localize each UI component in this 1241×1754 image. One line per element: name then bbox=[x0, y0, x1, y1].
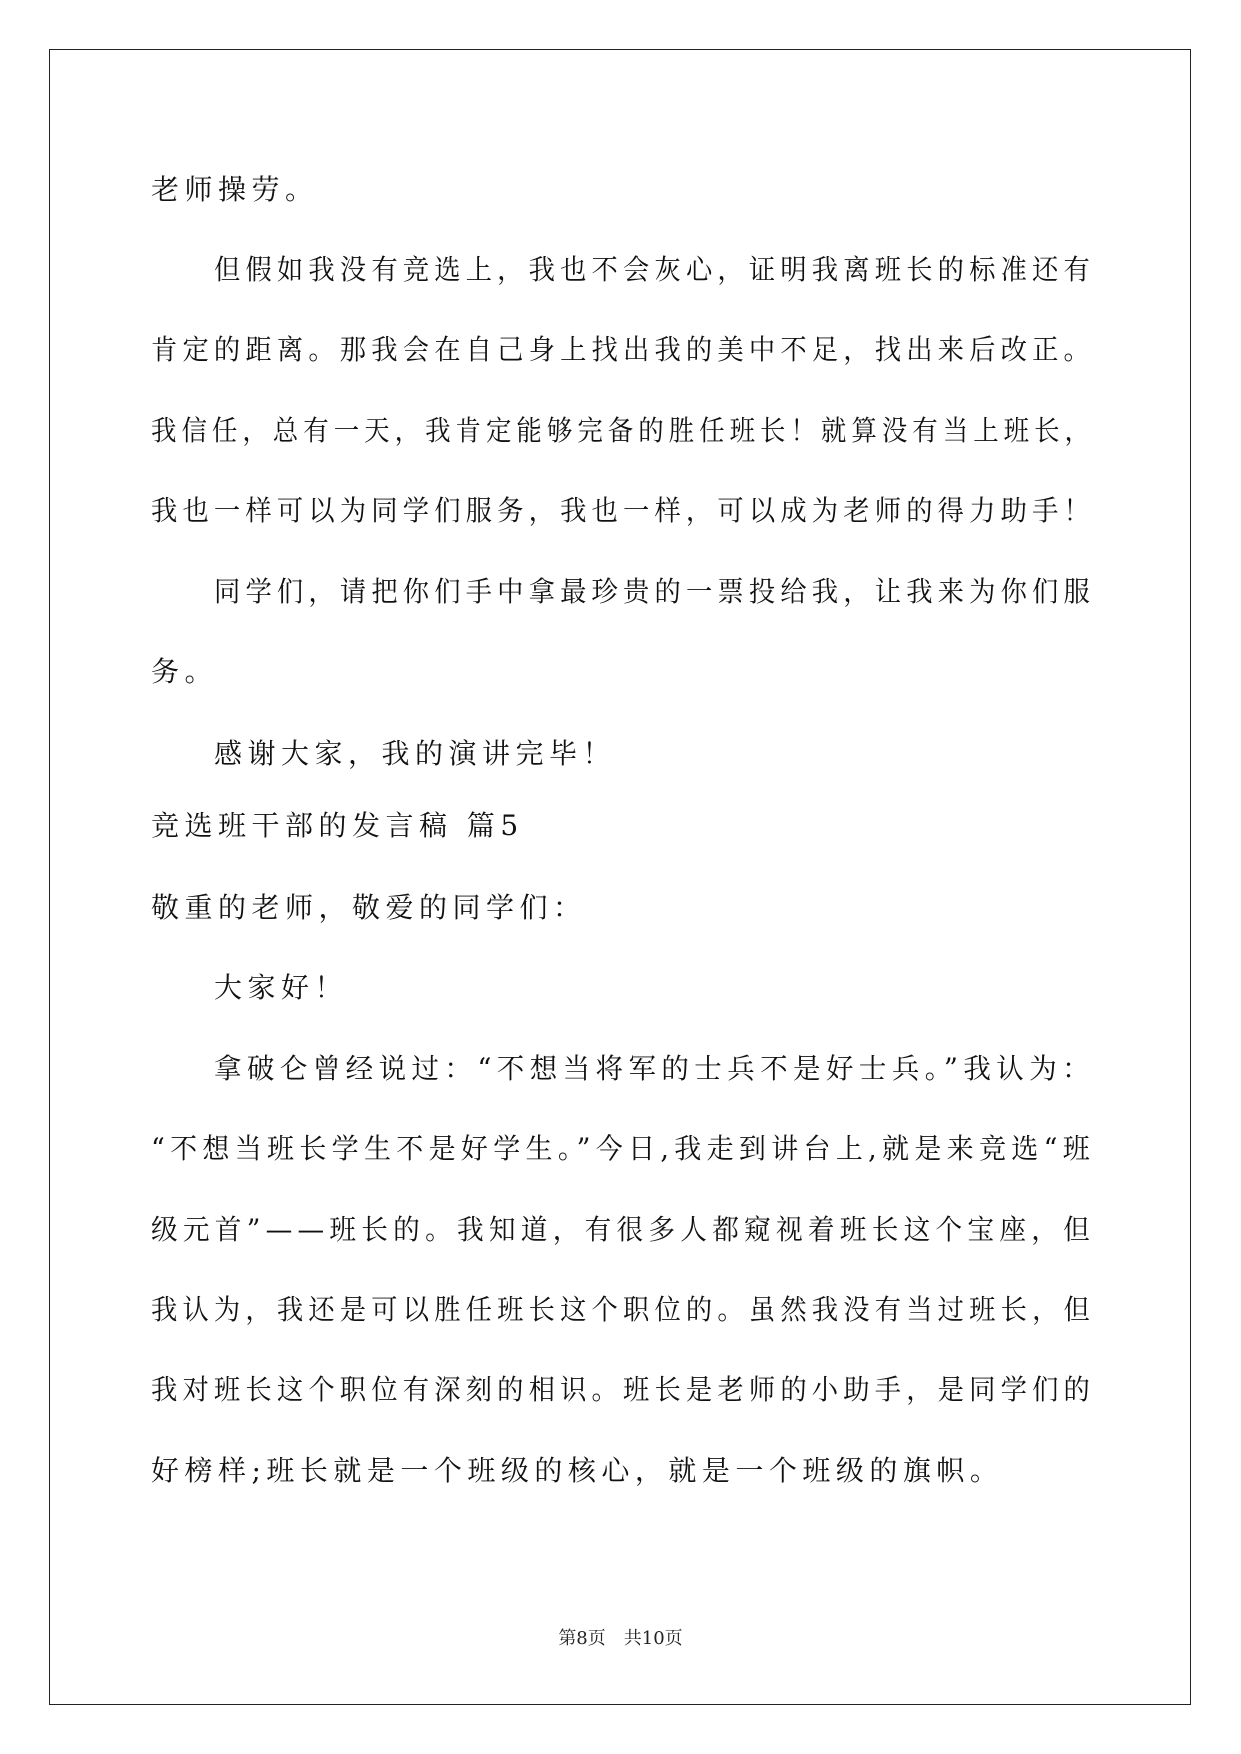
text-line: 我认为，我还是可以胜任班长这个职位的。虽然我没有当过班长，但 bbox=[151, 1293, 1096, 1326]
paragraph-first-line: 感谢大家，我的演讲完毕！ bbox=[214, 737, 617, 770]
text-line: “不想当班长学生不是好学生。”今日,我走到讲台上,就是来竞选“班 bbox=[151, 1132, 1096, 1165]
paragraph-first-line: 但假如我没有竞选上，我也不会灰心，证明我离班长的标准还有 bbox=[214, 253, 1095, 286]
text-line: 我对班长这个职位有深刻的相识。班长是老师的小助手，是同学们的 bbox=[151, 1373, 1096, 1406]
paragraph-first-line: 同学们，请把你们手中拿最珍贵的一票投给我，让我来为你们服 bbox=[214, 575, 1095, 608]
text-line: 务。 bbox=[151, 655, 219, 688]
paragraph-first-line: 拿破仑曾经说过：“不想当将军的士兵不是好士兵。”我认为： bbox=[214, 1052, 1096, 1085]
section-heading: 竞选班干部的发言稿 篇5 bbox=[151, 809, 524, 842]
page-number: 第8页 bbox=[558, 1628, 606, 1649]
page-footer bbox=[0, 1628, 1241, 1650]
salutation: 敬重的老师，敬爱的同学们： bbox=[151, 891, 587, 924]
text-line: 我也一样可以为同学们服务，我也一样，可以成为老师的得力助手！ bbox=[151, 494, 1096, 527]
text-line: 我信任，总有一天，我肯定能够完备的胜任班长！就算没有当上班长， bbox=[151, 414, 1096, 447]
text-line: 好榜样;班长就是一个班级的核心，就是一个班级的旗帜。 bbox=[151, 1454, 1004, 1487]
greeting: 大家好！ bbox=[214, 971, 349, 1004]
text-line: 老师操劳。 bbox=[151, 173, 319, 206]
text-line: 肯定的距离。那我会在自己身上找出我的美中不足，找出来后改正。 bbox=[151, 333, 1096, 366]
text-line: 级元首”——班长的。我知道，有很多人都窥视着班长这个宝座，但 bbox=[151, 1213, 1096, 1246]
page-total: 共10页 bbox=[623, 1628, 683, 1649]
